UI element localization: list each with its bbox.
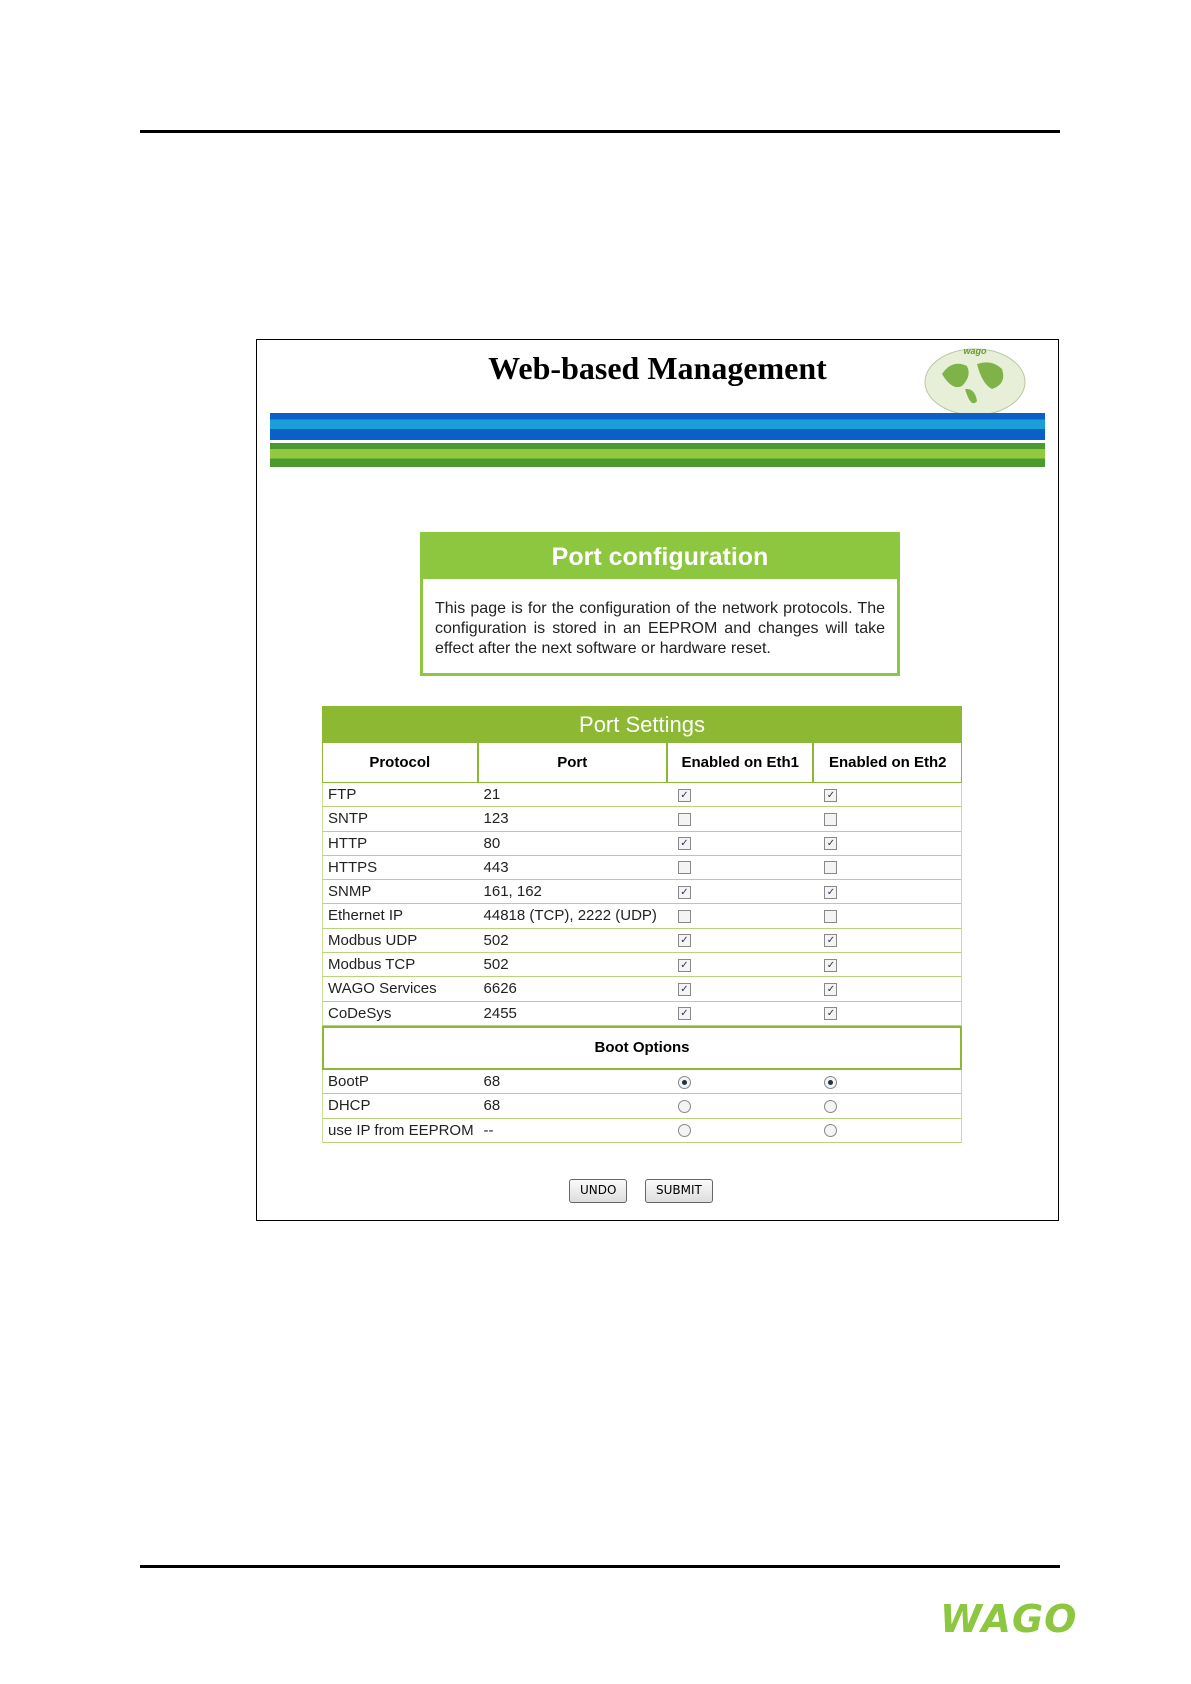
checkbox-eth2[interactable] [824, 813, 837, 826]
eth1-cell [668, 1070, 815, 1093]
checkbox-eth1[interactable]: ✓ [678, 959, 691, 972]
checkbox-eth2[interactable]: ✓ [824, 1007, 837, 1020]
port-cell: 80 [483, 834, 501, 852]
protocol-cell: SNTP [328, 810, 369, 828]
eth1-cell [668, 929, 815, 952]
checkbox-eth2[interactable]: ✓ [824, 934, 837, 947]
checkbox-eth1[interactable]: ✓ [678, 837, 691, 850]
eth2-cell [814, 783, 961, 806]
eth2-cell [814, 904, 961, 927]
checkbox-eth1[interactable]: ✓ [678, 1007, 691, 1020]
table-row [322, 1070, 962, 1094]
protocol-cell: HTTPS [328, 858, 378, 876]
eth1-cell [668, 1094, 815, 1117]
port-cell: 68 [483, 1097, 501, 1115]
port-cell: 502 [483, 931, 509, 949]
checkbox-eth1[interactable]: ✓ [678, 934, 691, 947]
eth2-cell [814, 953, 961, 976]
table-row [322, 783, 962, 807]
protocol-cell: Modbus UDP [328, 931, 418, 949]
eth2-cell [814, 1094, 961, 1117]
col-eth2: Enabled on Eth2 [828, 754, 947, 771]
table-row [322, 953, 962, 977]
table-row [322, 1002, 962, 1026]
port-cell: -- [483, 1121, 494, 1139]
protocol-cell: DHCP [328, 1097, 371, 1115]
radio-eth2[interactable] [824, 1076, 837, 1089]
col-eth1: Enabled on Eth1 [668, 743, 815, 782]
eth1-cell [668, 953, 815, 976]
radio-eth1[interactable] [678, 1076, 691, 1089]
checkbox-eth2[interactable]: ✓ [824, 886, 837, 899]
eth2-cell [814, 832, 961, 855]
protocol-cell: HTTP [328, 834, 368, 852]
port-cell: 68 [483, 1072, 501, 1090]
radio-eth2[interactable] [824, 1100, 837, 1113]
top-rule [140, 130, 1060, 133]
port-cell: 6626 [483, 980, 517, 998]
port-cell: 44818 (TCP), 2222 (UDP) [483, 907, 657, 925]
checkbox-eth1[interactable]: ✓ [678, 983, 691, 996]
bottom-rule [140, 1565, 1060, 1568]
protocol-cell: Ethernet IP [328, 907, 404, 925]
page-title: Web-based Management [488, 350, 827, 386]
eth1-cell [668, 856, 815, 879]
table-header [322, 743, 962, 783]
col-protocol: Protocol [323, 743, 479, 782]
checkbox-eth2[interactable]: ✓ [824, 959, 837, 972]
eth2-cell [814, 807, 961, 830]
checkbox-eth2[interactable]: ✓ [824, 789, 837, 802]
eth2-cell [814, 856, 961, 879]
submit-button[interactable]: SUBMIT [645, 1179, 713, 1203]
checkbox-eth1[interactable] [678, 910, 691, 923]
port-cell: 123 [483, 810, 509, 828]
undo-button[interactable]: UNDO [569, 1179, 627, 1203]
web-management-screenshot [256, 339, 1059, 1221]
eth1-cell [668, 1119, 815, 1142]
eth1-cell [668, 977, 815, 1000]
table-row [322, 856, 962, 880]
protocol-cell: BootP [328, 1072, 369, 1090]
checkbox-eth2[interactable] [824, 861, 837, 874]
table-row [322, 977, 962, 1001]
info-title: Port configuration [423, 535, 897, 579]
svg-text:wago: wago [963, 346, 987, 356]
eth2-cell [814, 1119, 961, 1142]
table-row [322, 1094, 962, 1118]
eth2-cell [814, 929, 961, 952]
checkbox-eth2[interactable] [824, 910, 837, 923]
protocol-cell: WAGO Services [328, 980, 437, 998]
table-row [322, 904, 962, 928]
radio-eth1[interactable] [678, 1100, 691, 1113]
port-configuration-info [420, 532, 900, 676]
eth2-cell [814, 977, 961, 1000]
eth1-cell [668, 904, 815, 927]
protocol-cell: FTP [328, 786, 357, 803]
table-row [322, 807, 962, 831]
checkbox-eth1[interactable]: ✓ [678, 789, 691, 802]
protocol-cell: CoDeSys [328, 1004, 392, 1022]
checkbox-eth1[interactable] [678, 813, 691, 826]
eth1-cell [668, 1002, 815, 1025]
table-row [322, 880, 962, 904]
protocol-cell: SNMP [328, 883, 372, 901]
checkbox-eth1[interactable] [678, 861, 691, 874]
protocol-cell: Modbus TCP [328, 956, 416, 974]
col-port: Port [479, 743, 668, 782]
wago-globe-logo-icon [922, 344, 1028, 416]
eth2-cell [814, 1070, 961, 1093]
table-row [322, 929, 962, 953]
eth1-cell [668, 783, 815, 806]
port-settings-table [322, 706, 962, 1143]
eth1-cell [668, 832, 815, 855]
protocol-cell: use IP from EEPROM [328, 1121, 474, 1139]
checkbox-eth2[interactable]: ✓ [824, 983, 837, 996]
table-title: Port Settings [322, 706, 962, 743]
eth2-cell [814, 1002, 961, 1025]
eth1-cell [668, 807, 815, 830]
port-cell: 443 [483, 858, 509, 876]
port-cell: 21 [483, 786, 501, 803]
radio-eth1[interactable] [678, 1124, 691, 1137]
checkbox-eth1[interactable]: ✓ [678, 886, 691, 899]
blue-banner-band [270, 413, 1045, 440]
port-cell: 502 [483, 956, 509, 974]
green-banner-band [270, 443, 1045, 467]
info-text: This page is for the configuration of the network protocols. The configuration is stored in an EEPROM and changes will take effect after the next software or hardware reset. [435, 600, 885, 657]
table-row [322, 1119, 962, 1143]
wago-logo: WAGO [940, 1597, 1078, 1641]
eth1-cell [668, 880, 815, 903]
port-cell: 2455 [483, 1004, 517, 1022]
port-cell: 161, 162 [483, 883, 542, 901]
boot-options-header: Boot Options [322, 1026, 962, 1070]
checkbox-eth2[interactable]: ✓ [824, 837, 837, 850]
radio-eth2[interactable] [824, 1124, 837, 1137]
eth2-cell [814, 880, 961, 903]
table-row [322, 832, 962, 856]
